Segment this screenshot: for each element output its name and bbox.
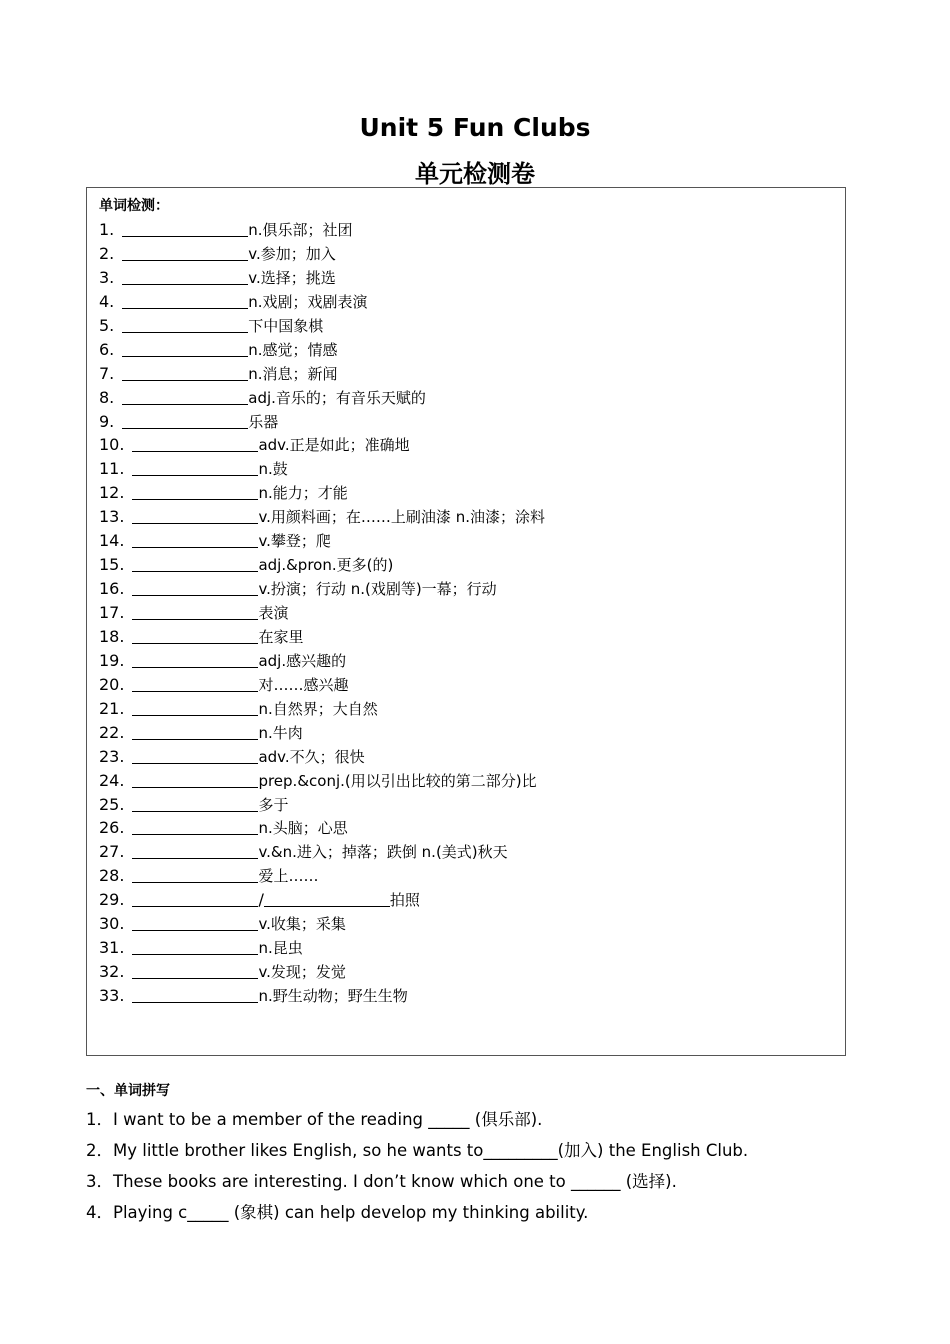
vocab-item-meaning: n.鼓 [258, 460, 288, 479]
spelling-sentence: 4．Playing c_____ (象棋) can help develop my thinking ability. [86, 1203, 589, 1222]
vocab-item [99, 290, 545, 314]
vocab-item-number: 4. [99, 291, 115, 311]
vocab-item [99, 457, 545, 481]
vocab-item [99, 745, 545, 769]
vocab-item-number: 28. [99, 866, 125, 886]
spelling-sentence: 3．These books are interesting. I don’t know which one to ______ (选择). [86, 1172, 677, 1191]
answer-blank[interactable] [132, 650, 258, 668]
answer-blank[interactable] [122, 291, 248, 309]
vocab-test-box [86, 187, 846, 1056]
vocab-item [99, 218, 545, 242]
vocab-item-meaning: v.收集；采集 [258, 915, 346, 934]
vocab-item [99, 362, 545, 386]
spelling-sentence: 1．I want to be a member of the reading _____ (俱乐部). [86, 1110, 543, 1129]
vocab-item [99, 721, 545, 745]
spelling-section-heading: 一、单词拼写 [86, 1083, 170, 1099]
vocab-item-meaning: 在家里 [258, 627, 304, 646]
answer-blank[interactable] [132, 770, 258, 788]
vocab-item-number: 24. [99, 770, 125, 790]
vocab-item-number: 1. [99, 220, 115, 239]
answer-blank[interactable] [132, 722, 258, 740]
vocab-item-number: 14. [99, 531, 125, 551]
vocab-item [99, 529, 545, 553]
vocab-item [99, 888, 545, 912]
vocab-item-meaning: n.能力；才能 [258, 484, 348, 503]
vocab-item [99, 577, 545, 601]
vocab-item-meaning: n.昆虫 [258, 939, 303, 958]
vocab-item [99, 816, 545, 840]
vocab-item-meaning: 多于 [258, 795, 289, 814]
vocab-item [99, 553, 545, 577]
vocab-item [99, 673, 545, 697]
vocab-item-meaning: n.野生动物；野生生物 [258, 987, 408, 1005]
vocab-item-number: 5. [99, 315, 115, 335]
answer-blank[interactable] [132, 674, 258, 692]
answer-blank[interactable] [122, 411, 248, 429]
answer-blank[interactable] [122, 219, 248, 237]
answer-blank[interactable] [122, 387, 248, 405]
answer-blank[interactable] [132, 458, 258, 476]
answer-blank[interactable] [122, 339, 248, 357]
vocab-item-number: 26. [99, 818, 125, 838]
vocab-item-meaning: 表演 [258, 604, 289, 622]
vocab-item-number: 8. [99, 387, 115, 407]
vocab-item-number: 19. [99, 650, 125, 670]
answer-blank[interactable] [122, 243, 248, 261]
vocab-item-meaning: 下中国象棋 [248, 316, 324, 335]
vocab-list [99, 218, 545, 1008]
vocab-item [99, 936, 545, 960]
vocab-item-meaning: v.用颜料画；在……上刷油漆 n.油漆；涂料 [258, 508, 545, 527]
answer-blank[interactable] [132, 554, 258, 572]
answer-blank[interactable] [132, 937, 258, 955]
vocab-item [99, 625, 545, 649]
answer-blank[interactable] [132, 746, 258, 764]
vocab-item-number: 3. [99, 267, 115, 287]
vocab-item [99, 960, 545, 984]
vocab-item-meaning: n.消息；新闻 [248, 364, 338, 383]
vocab-item-meaning: v.发现；发觉 [258, 963, 346, 982]
answer-blank[interactable] [132, 794, 258, 812]
vocab-item-number: 27. [99, 842, 125, 862]
vocab-item-number: 31. [99, 938, 125, 958]
vocab-item-number: 17. [99, 603, 125, 622]
answer-blank[interactable] [122, 363, 248, 381]
vocab-item-number: 23. [99, 746, 125, 766]
vocab-item-meaning: 对……感兴趣 [258, 675, 349, 694]
vocab-item-meaning: prep.&conj.(用以引出比较的第二部分)比 [258, 771, 537, 790]
vocab-item-number: 30. [99, 914, 125, 934]
vocab-item-meaning: v.&n.进入；掉落；跌倒 n.(美式)秋天 [258, 843, 508, 862]
vocab-item-meaning: n.牛肉 [258, 723, 303, 742]
vocab-item-meaning: adj.感兴趣的 [258, 651, 347, 670]
vocab-item-meaning: adv.正是如此；准确地 [258, 436, 410, 455]
vocab-item-number: 16. [99, 579, 125, 599]
vocab-item-meaning: n.俱乐部；社团 [248, 221, 353, 239]
vocab-item-meaning: 乐器 [248, 412, 279, 431]
vocab-item-number: 12. [99, 483, 125, 503]
blank-separator: / [258, 890, 264, 910]
answer-blank[interactable] [264, 889, 390, 907]
answer-blank[interactable] [132, 578, 258, 596]
vocab-item [99, 266, 545, 290]
vocab-item [99, 481, 545, 505]
vocab-item-number: 11. [99, 459, 125, 479]
vocab-item-meaning: v.扮演；行动 n.(戏剧等)一幕；行动 [258, 580, 497, 599]
vocab-item-number: 22. [99, 722, 125, 742]
answer-blank[interactable] [132, 434, 258, 452]
vocab-item-meaning: adv.不久；很快 [258, 747, 365, 766]
vocab-item-meaning: adj.音乐的；有音乐天赋的 [248, 388, 426, 407]
vocab-item-number: 6. [99, 339, 115, 359]
answer-blank[interactable] [132, 865, 258, 883]
vocab-item-meaning: n.头脑；心思 [258, 819, 348, 838]
page-subtitle: 单元检测卷 [415, 160, 535, 188]
vocab-item-number: 18. [99, 626, 125, 646]
vocab-item-number: 2. [99, 243, 115, 263]
vocab-item-meaning: n.自然界；大自然 [258, 699, 378, 718]
spelling-sentence: 2．My little brother likes English, so he wants to_________(加入) the English Club. [86, 1141, 749, 1160]
answer-blank[interactable] [132, 841, 258, 859]
page-title: Unit 5 Fun Clubs [359, 113, 591, 142]
vocab-item [99, 433, 545, 457]
vocab-item-meaning: v.选择；挑选 [248, 268, 336, 287]
vocab-item-meaning: n.戏剧；戏剧表演 [248, 292, 368, 311]
answer-blank[interactable] [122, 267, 248, 285]
vocab-item-number: 20. [99, 674, 125, 694]
vocab-item-number: 13. [99, 507, 125, 527]
vocab-item [99, 505, 545, 529]
vocab-item-number: 29. [99, 890, 125, 910]
vocab-item [99, 697, 545, 721]
vocab-item-number: 9. [99, 411, 115, 431]
vocab-item-number: 32. [99, 962, 125, 982]
vocab-item [99, 386, 545, 410]
answer-blank[interactable] [132, 506, 258, 524]
vocab-item-number: 33. [99, 986, 125, 1005]
answer-blank[interactable] [132, 626, 258, 644]
vocab-item [99, 840, 545, 864]
vocab-item-number: 10. [99, 435, 125, 455]
answer-blank[interactable] [122, 315, 248, 333]
vocab-item [99, 984, 545, 1008]
vocab-item-number: 25. [99, 794, 125, 814]
answer-blank[interactable] [132, 817, 258, 835]
vocab-item [99, 314, 545, 338]
vocab-item [99, 601, 545, 625]
answer-blank[interactable] [132, 889, 258, 907]
answer-blank[interactable] [132, 602, 258, 620]
vocab-item [99, 410, 545, 434]
vocab-item-meaning: adj.&pron.更多(的) [258, 556, 394, 575]
vocab-section-heading: 单词检测： [99, 198, 169, 214]
vocab-item [99, 769, 545, 793]
answer-blank[interactable] [132, 530, 258, 548]
vocab-item-number: 7. [99, 363, 115, 383]
vocab-item [99, 864, 545, 888]
vocab-item-meaning: v.参加；加入 [248, 244, 336, 263]
answer-blank[interactable] [132, 913, 258, 931]
vocab-item-number: 15. [99, 555, 125, 575]
vocab-item-meaning: 爱上…… [258, 867, 319, 886]
vocab-item [99, 649, 545, 673]
vocab-item [99, 242, 545, 266]
vocab-item-meaning: 拍照 [389, 891, 420, 910]
answer-blank[interactable] [132, 985, 258, 1003]
answer-blank[interactable] [132, 482, 258, 500]
vocab-item [99, 338, 545, 362]
answer-blank[interactable] [132, 961, 258, 979]
vocab-item [99, 912, 545, 936]
vocab-item [99, 793, 545, 817]
vocab-item-meaning: v.攀登；爬 [258, 532, 331, 551]
vocab-item-number: 21. [99, 698, 125, 718]
answer-blank[interactable] [132, 698, 258, 716]
vocab-item-meaning: n.感觉；情感 [248, 340, 338, 359]
spelling-sentences [86, 1104, 866, 1228]
